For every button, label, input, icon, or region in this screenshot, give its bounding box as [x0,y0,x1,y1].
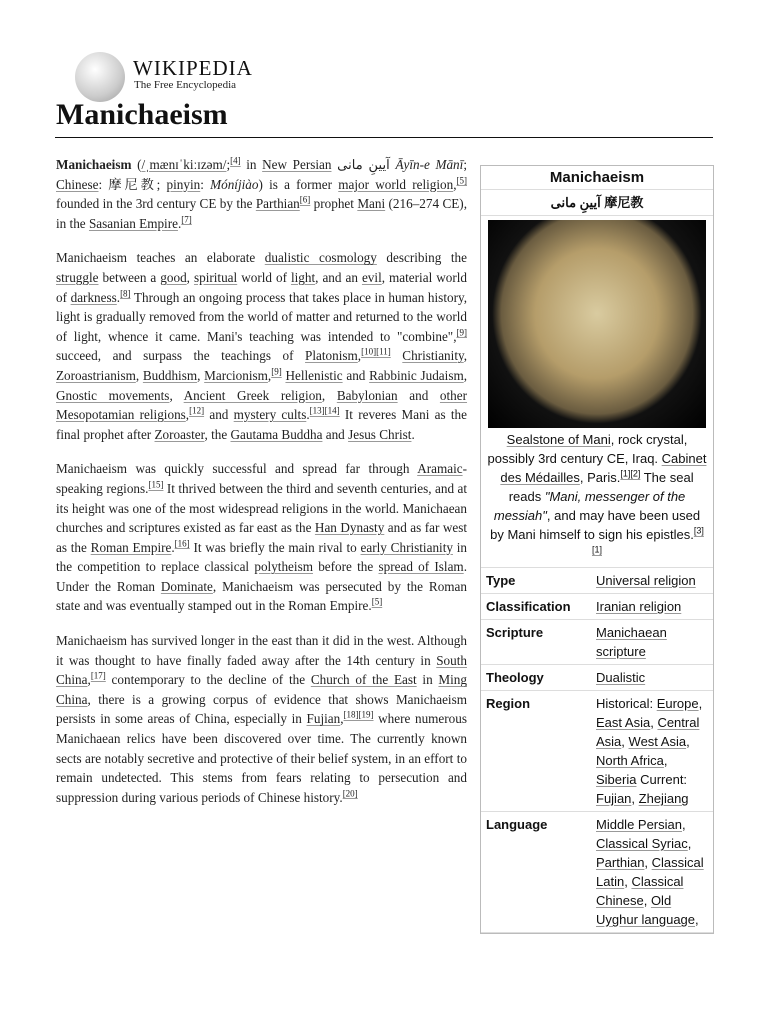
wiki-link[interactable]: Parthian [255,196,300,212]
text: , [695,912,699,927]
infobox-row [481,665,713,691]
text [391,348,403,363]
text: It was briefly the main rival to [189,539,361,555]
citation-link[interactable]: [15] [148,479,164,490]
wiki-link[interactable]: Jesus Christ [348,426,412,442]
text: , [186,269,194,285]
text: . [411,426,415,442]
text: where numerous Manichaean relics have been discovered over time. The currently known sects are notably secretive and protective of their belief system, in an effort to remain undetected. This stems from fears relating to persecution and suppression during various periods of Chinese history. [56,711,467,805]
infobox-value [596,815,708,929]
citation-link[interactable]: [5] [456,175,468,186]
text: , [135,367,143,383]
text: , [644,855,652,870]
citation-link[interactable]: [18][19] [343,710,374,721]
text: , [686,734,690,749]
text: . [116,289,121,305]
wiki-link[interactable]: East Asia [596,715,651,730]
text: : 摩尼教; [98,176,167,192]
infobox-row [481,594,713,620]
text: Through an ongoing process that takes place in human history, light is gradually removed from the world of matter and returned to the world of light, whence it came. Mani's teaching was intended to "combine", [56,289,467,344]
infobox-label: Classification [486,599,571,614]
text: ; [226,157,231,172]
text: , [267,367,272,383]
text: Manichaeism has survived longer in the east than it did in the west. Although it was thought to have finally faded away after the 14th century in [56,633,467,668]
text: , [650,715,658,730]
image-caption [481,428,713,568]
text: between a [98,269,161,285]
text: succeed, and surpass the teachings of [56,348,306,364]
text: , [621,734,629,749]
infobox-row [481,812,713,933]
citation-link[interactable]: [20] [342,788,358,799]
wiki-link[interactable]: New Persian [262,157,332,172]
infobox-value [596,597,708,616]
wiki-link[interactable]: Old Uyghur language [596,893,696,927]
wiki-link[interactable]: Zhejiang [638,791,689,806]
wiki-link[interactable]: Babylonian [336,387,398,403]
text: in [240,157,263,172]
text: , [687,836,692,851]
text: , [357,348,362,364]
wiki-link[interactable]: Sealstone of Mani [506,432,611,447]
text: and [397,387,440,403]
wiki-link[interactable]: Platonism [305,348,358,364]
wiki-link[interactable]: Zoroaster [154,426,205,442]
text: and [322,426,349,442]
text: آیینِ مانی [331,157,396,172]
text: , and may have been used by Mani himself to sign his epistles. [490,508,701,542]
wiki-link[interactable]: Dualistic [596,670,646,685]
wiki-link[interactable]: /ˌmænɪˈkiːɪzəm/ [141,157,227,172]
citation-link[interactable]: [4] [230,155,241,166]
italic-text: Āyīn-e Mānī [395,157,464,172]
infobox-label: Language [486,817,548,832]
citation-link[interactable]: [3][1] [591,525,704,555]
infobox-row [481,620,713,665]
paragraph [56,155,467,233]
wiki-link[interactable]: good [160,269,187,285]
paragraph [56,248,467,444]
text: . [177,215,182,231]
wiki-link[interactable]: Dominate [160,578,213,594]
wiki-link[interactable]: Ming China [56,672,467,707]
wiki-link[interactable]: Universal religion [596,573,696,588]
text: and [342,367,370,383]
infobox-row [481,568,713,594]
text: in the competition to replace classical [56,539,468,575]
text: , [663,753,668,768]
text: ) is a former [258,176,339,192]
text: , [185,407,190,423]
wiki-link[interactable]: South China [56,652,467,688]
wiki-link[interactable]: Sasanian Empire [88,215,178,231]
wiki-link[interactable]: other Mesopotamian religions [56,387,468,423]
wiki-link[interactable]: Zoroastrianism [56,367,136,383]
wiki-link[interactable]: Central Asia [596,715,700,749]
wiki-link[interactable]: light [290,269,316,285]
text: . Under the Roman [56,559,467,594]
wiki-link[interactable]: spiritual [193,269,238,285]
text: , material world of [56,269,467,305]
text: , and an [315,269,362,285]
text: , [453,176,457,192]
text: and as far west as the [56,520,467,555]
infobox [480,165,714,934]
wiki-link[interactable]: West Asia [628,734,687,749]
wiki-link[interactable]: North Africa [596,753,664,768]
wiki-link[interactable]: Classical Chinese [596,874,684,908]
wiki-link[interactable]: spread of Islam [378,559,464,575]
text: (216–274 CE), in the [56,196,467,231]
wiki-link[interactable]: Roman Empire [90,539,172,555]
infobox-title: Manichaeism [481,166,713,190]
wiki-link[interactable]: Classical Latin [596,855,704,889]
wiki-link[interactable]: Mani [357,196,386,212]
text: Manichaeism was quickly successful and spread far through [56,461,418,477]
text: , [698,696,703,711]
text: It reveres Mani as the final prophet after [56,407,467,442]
citation-link[interactable]: [9] [456,327,467,338]
wiki-link[interactable]: Marcionism [204,367,268,383]
text: prophet [310,196,358,212]
wiki-link[interactable]: Christianity [402,348,464,364]
citation-link[interactable]: [1][2] [620,468,641,479]
title-divider [55,137,713,138]
text: contemporary to the decline of the [105,672,311,688]
wikipedia-globe-logo[interactable] [75,52,125,102]
text: , Paris. [579,470,621,485]
text: , [321,387,337,403]
italic-text: "Mani, messenger of the messiah" [493,489,686,523]
text: , rock crystal, possibly 3rd century CE, Iraq. [487,432,688,466]
wiki-link[interactable]: Fujian [306,711,341,727]
wiki-link[interactable]: Cabinet des Médailles [500,451,707,485]
text: , the [204,426,231,442]
wiki-link[interactable]: Iranian religion [596,599,682,614]
infobox-value [596,668,708,687]
wiki-link[interactable]: evil [361,269,382,285]
article-body [56,155,467,822]
infobox-label: Scripture [486,625,544,640]
text: ; [463,157,467,172]
wiki-link[interactable]: Aramaic [417,461,463,477]
wiki-link[interactable]: Classical Syriac [596,836,688,851]
text: Historical: [596,696,657,711]
text: , [631,791,639,806]
text: , [340,711,344,727]
wiki-link[interactable]: major world religion [338,176,454,192]
wiki-link[interactable]: darkness [70,289,117,305]
wiki-link[interactable]: mystery cults [233,407,307,423]
text: in [416,672,439,688]
wiki-link[interactable]: Rabbinic Judaism [369,367,464,383]
wiki-link[interactable]: Ancient Greek religion [183,387,322,403]
wiki-link[interactable]: Middle Persian [596,817,682,832]
citation-link[interactable]: [8] [120,288,131,299]
infobox-label: Theology [486,670,544,685]
wiki-link[interactable]: struggle [56,269,99,285]
wiki-link[interactable]: Church of the East [310,672,417,688]
text: , [463,348,468,364]
paragraph [56,631,467,807]
text: , [197,367,205,383]
text: , [169,387,184,403]
citation-link[interactable]: [6] [299,194,311,205]
text: -speaking regions. [56,461,467,496]
wiki-link[interactable]: dualistic cosmology [264,250,377,266]
wiki-link[interactable]: Manichaean scripture [596,625,667,659]
wiki-link[interactable]: early Christianity [360,539,453,555]
text: , Manichaeism was persecuted by the Roman state and was eventually stamped out in the Roman Empire. [56,578,467,614]
text: , [624,874,632,889]
wiki-link[interactable]: Hellenistic [285,367,343,383]
citation-link[interactable]: [17] [90,670,106,681]
citation-link[interactable]: [5] [371,597,383,608]
text: : [200,176,211,192]
citation-link[interactable]: [9] [271,366,282,377]
text: Current: [636,772,688,787]
text: before the [312,559,379,575]
wiki-link[interactable]: pinyin [166,176,201,192]
text: Manichaeism teaches an elaborate [56,250,265,266]
paragraph [56,459,467,616]
citation-link[interactable]: [7] [181,214,192,225]
wiki-link[interactable]: Chinese [56,176,99,192]
text: , [87,672,91,688]
italic-text: Móníjiào [210,176,259,192]
text: , there is a growing corpus of evidence that shows Manichaeism persists in some areas of China, especially in [56,691,467,727]
text: describing the [376,250,467,266]
infobox-value [596,694,708,808]
page-title: Manichaeism [56,98,228,131]
bold-term: Manichaeism [56,157,132,172]
infobox-label: Region [486,696,531,711]
text: , [463,367,468,383]
sealstone-image[interactable] [488,220,706,428]
infobox-value [596,623,708,661]
citation-link[interactable]: [13][14] [309,405,340,416]
wiki-link[interactable]: Fujian [596,791,632,806]
text: and [204,407,234,423]
wiki-link[interactable]: Siberia [596,772,637,787]
text: world of [237,269,291,285]
text: , [682,817,686,832]
wiki-link[interactable]: Gautama Buddha [230,426,323,442]
wikipedia-tagline: The Free Encyclopedia [134,79,237,91]
citation-link[interactable]: [10][11] [361,346,391,357]
text: . [171,539,175,555]
infobox-value [596,571,708,590]
wiki-link[interactable]: Gnostic movements [56,387,170,403]
infobox-native-name: آیینِ مانی 摩尼教 [481,190,713,216]
wiki-link[interactable]: Buddhism [142,367,198,383]
text: , [643,893,651,908]
wiki-link[interactable]: Parthian [596,855,645,870]
text: . [306,407,310,423]
wiki-link[interactable]: Han Dynasty [314,520,385,536]
text: It thrived between the third and seventh centuries, and at its height was one of the most widespread religions in the world. Manichaean churches and scriptures existed as far east as the [56,480,468,536]
text: ( [131,157,142,172]
infobox-row [481,691,713,812]
text: The seal reads [508,470,694,504]
citation-link[interactable]: [12] [189,405,205,416]
citation-link[interactable]: [16] [174,538,190,549]
wiki-link[interactable]: polytheism [254,559,313,575]
infobox-label: Type [486,573,516,588]
text: founded in the 3rd century CE by the [56,196,256,212]
wikipedia-wordmark: WIKIPEDIA [133,56,253,80]
wiki-link[interactable]: Europe [656,696,699,711]
